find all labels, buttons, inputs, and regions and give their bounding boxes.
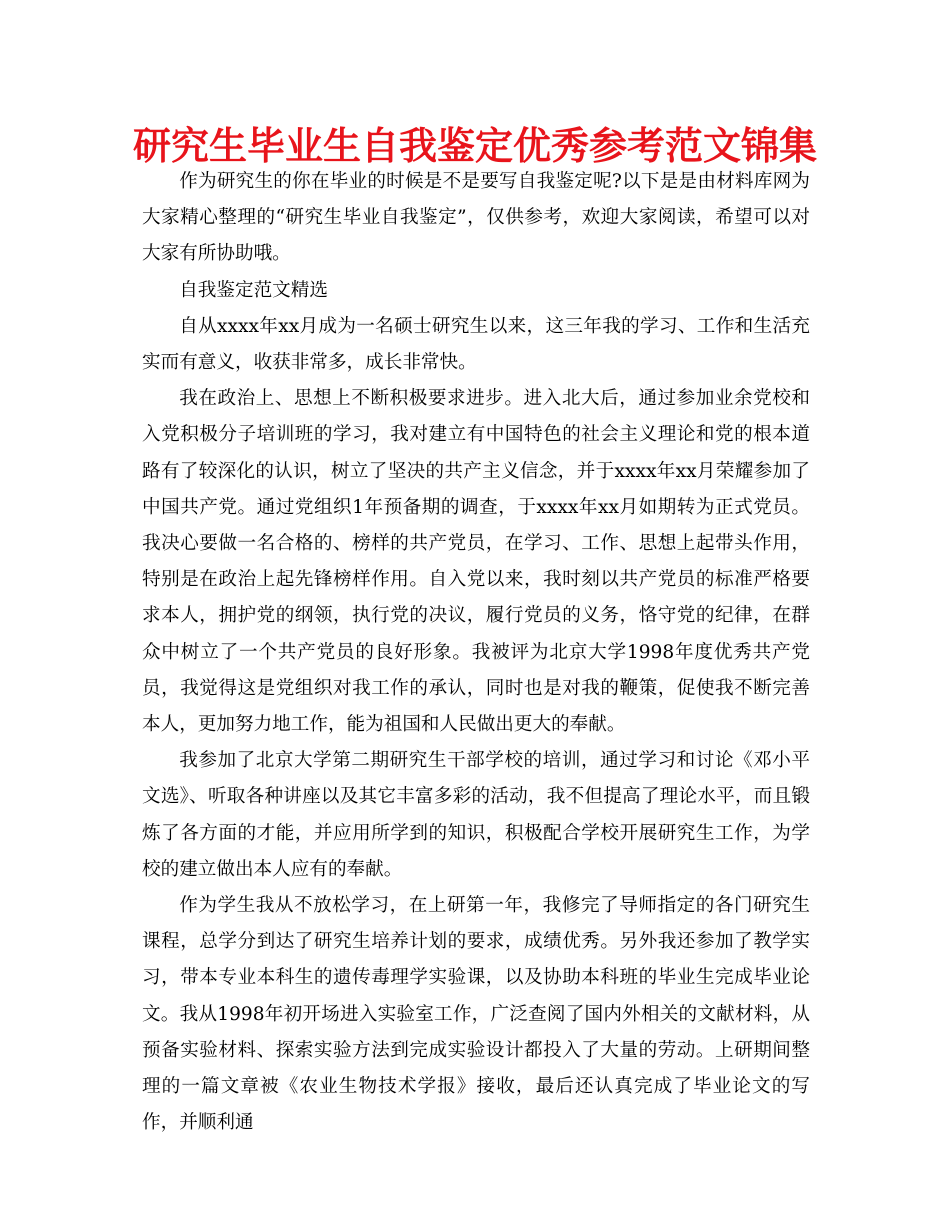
paragraph-training: 我参加了北京大学第二期研究生干部学校的培训，通过学习和讨论《邓小平文选》、听取各种讲座以及其它丰富多彩的活动，我不但提高了理论水平，而且锻炼了各方面的才能，并应用所学到的知识，积极配合学校开展研究生工作，为学校的建立做出本人应有的奉献。 xyxy=(142,750,810,880)
document-title: 研究生毕业生自我鉴定优秀参考范文锦集 xyxy=(132,124,817,168)
paragraph-intro: 作为研究生的你在毕业的时候是不是要写自我鉴定呢?以下是是由材料库网为大家精心整理的“研究生毕业自我鉴定”，仅供参考，欢迎大家阅读，希望可以对大家有所协助哦。 xyxy=(142,171,810,265)
paragraph-study: 作为学生我从不放松学习，在上研第一年，我修完了导师指定的各门研究生课程，总学分到达了研究生培养计划的要求，成绩优秀。另外我还参加了教学实习，带本专业本科生的遗传毒理学实验课，以及协助本科班的毕业生完成毕业论文。我从1998年初开场进入实验室工作，广泛查阅了国内外相关的文献材料，从预备实验材料、探索实验方法到完成实验设计都投入了大量的劳动。上研期间整理的一篇文章被《农业生物技术学报》接收，最后还认真完成了毕业论文的写作，并顺利通 xyxy=(142,895,810,1134)
paragraph-subheading: 自我鉴定范文精选 xyxy=(179,279,328,301)
paragraph-start: 自从xxxx年xx月成为一名硕士研究生以来，这三年我的学习、工作和生活充实而有意义，收获非常多，成长非常快。 xyxy=(142,315,810,374)
document-body xyxy=(142,164,810,1141)
paragraph-political: 我在政治上、思想上不断积极要求进步。进入北大后，通过参加业余党校和入党积极分子培训班的学习，我对建立有中国特色的社会主义理论和党的根本道路有了较深化的认识，树立了坚决的共产主义信念，并于xxxx年xx月荣耀参加了中国共产党。通过党组织1年预备期的调查，于xxxx年xx月如期转为正式党员。我决心要做一名合格的、榜样的共产党员，在学习、工作、思想上起带头作用，特别是在政治上起先锋榜样作用。自入党以来，我时刻以共产党员的标准严格要求本人，拥护党的纲领，执行党的决议，履行党员的义务，恪守党的纪律，在群众中树立了一个共产党员的良好形象。我被评为北京大学1998年度优秀共产党员，我觉得这是党组织对我工作的承认，同时也是对我的鞭策，促使我不断完善本人，更加努力地工作，能为祖国和人民做出更大的奉献。 xyxy=(142,388,810,736)
